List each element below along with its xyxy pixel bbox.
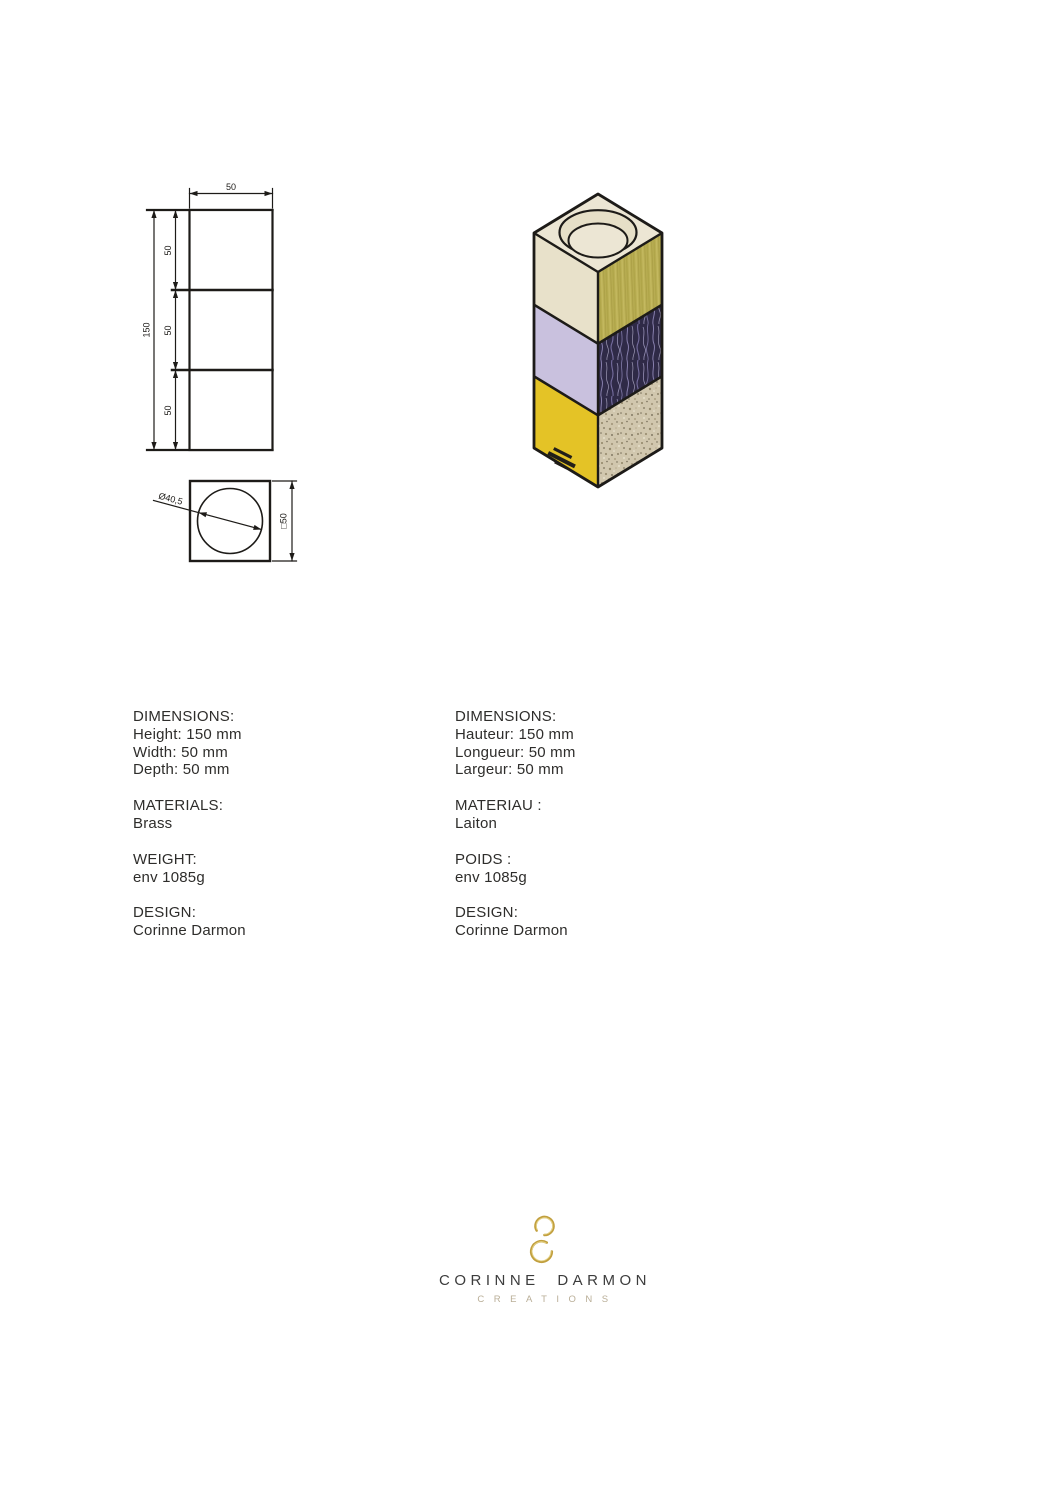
spec-line: Corinne Darmon [455,922,568,940]
spec-line: Corinne Darmon [133,922,246,940]
spec-line: Hauteur: 150 mm [455,725,574,743]
technical-drawings [0,0,1058,620]
top-view-drawing [154,481,297,561]
front-body-outline [190,210,273,450]
spec-line: env 1085g [133,868,205,886]
brand-name: CORINNE DARMON [438,1272,651,1289]
front-segment-dimension-2: 50 [163,325,173,336]
spec-label: MATERIALS: [133,797,224,815]
front-segment-dimension-3: 50 [163,405,173,416]
front-segment-dimension-1: 50 [163,245,173,256]
brand-subtitle: CREATIONS [477,1294,618,1305]
square-side-dimension: □50 [278,513,289,529]
spec-label: DESIGN: [133,904,197,922]
spec-column-en [133,708,246,940]
spec-label: DIMENSIONS: [133,708,235,725]
spec-label: DIMENSIONS: [455,708,557,725]
spec-line: Largeur: 50 mm [455,761,564,779]
spec-label: WEIGHT: [133,850,197,868]
front-width-dimension: 50 [225,182,237,192]
isometric-rendering [534,194,662,487]
spec-line: Laiton [455,814,498,832]
spec-line: Longueur: 50 mm [455,743,576,761]
spec-line: env 1085g [455,868,527,886]
spec-line: Height: 150 mm [133,725,242,743]
spec-label: DESIGN: [455,904,519,922]
spec-label: POIDS : [455,850,512,868]
iso-bore-bottom [569,224,628,258]
brand-monogram-icon [515,1212,571,1268]
brand-footer [293,1212,793,1305]
spec-line: Brass [133,814,173,832]
spec-line: Depth: 50 mm [133,761,230,779]
spec-label: MATERIAU : [455,797,542,815]
bore-diameter-dimension: Ø40,5 [157,490,184,507]
spec-line: Width: 50 mm [133,743,228,761]
spec-column-fr [455,708,576,940]
front-height-dimension: 150 [141,322,152,338]
front-view-drawing [142,182,273,450]
